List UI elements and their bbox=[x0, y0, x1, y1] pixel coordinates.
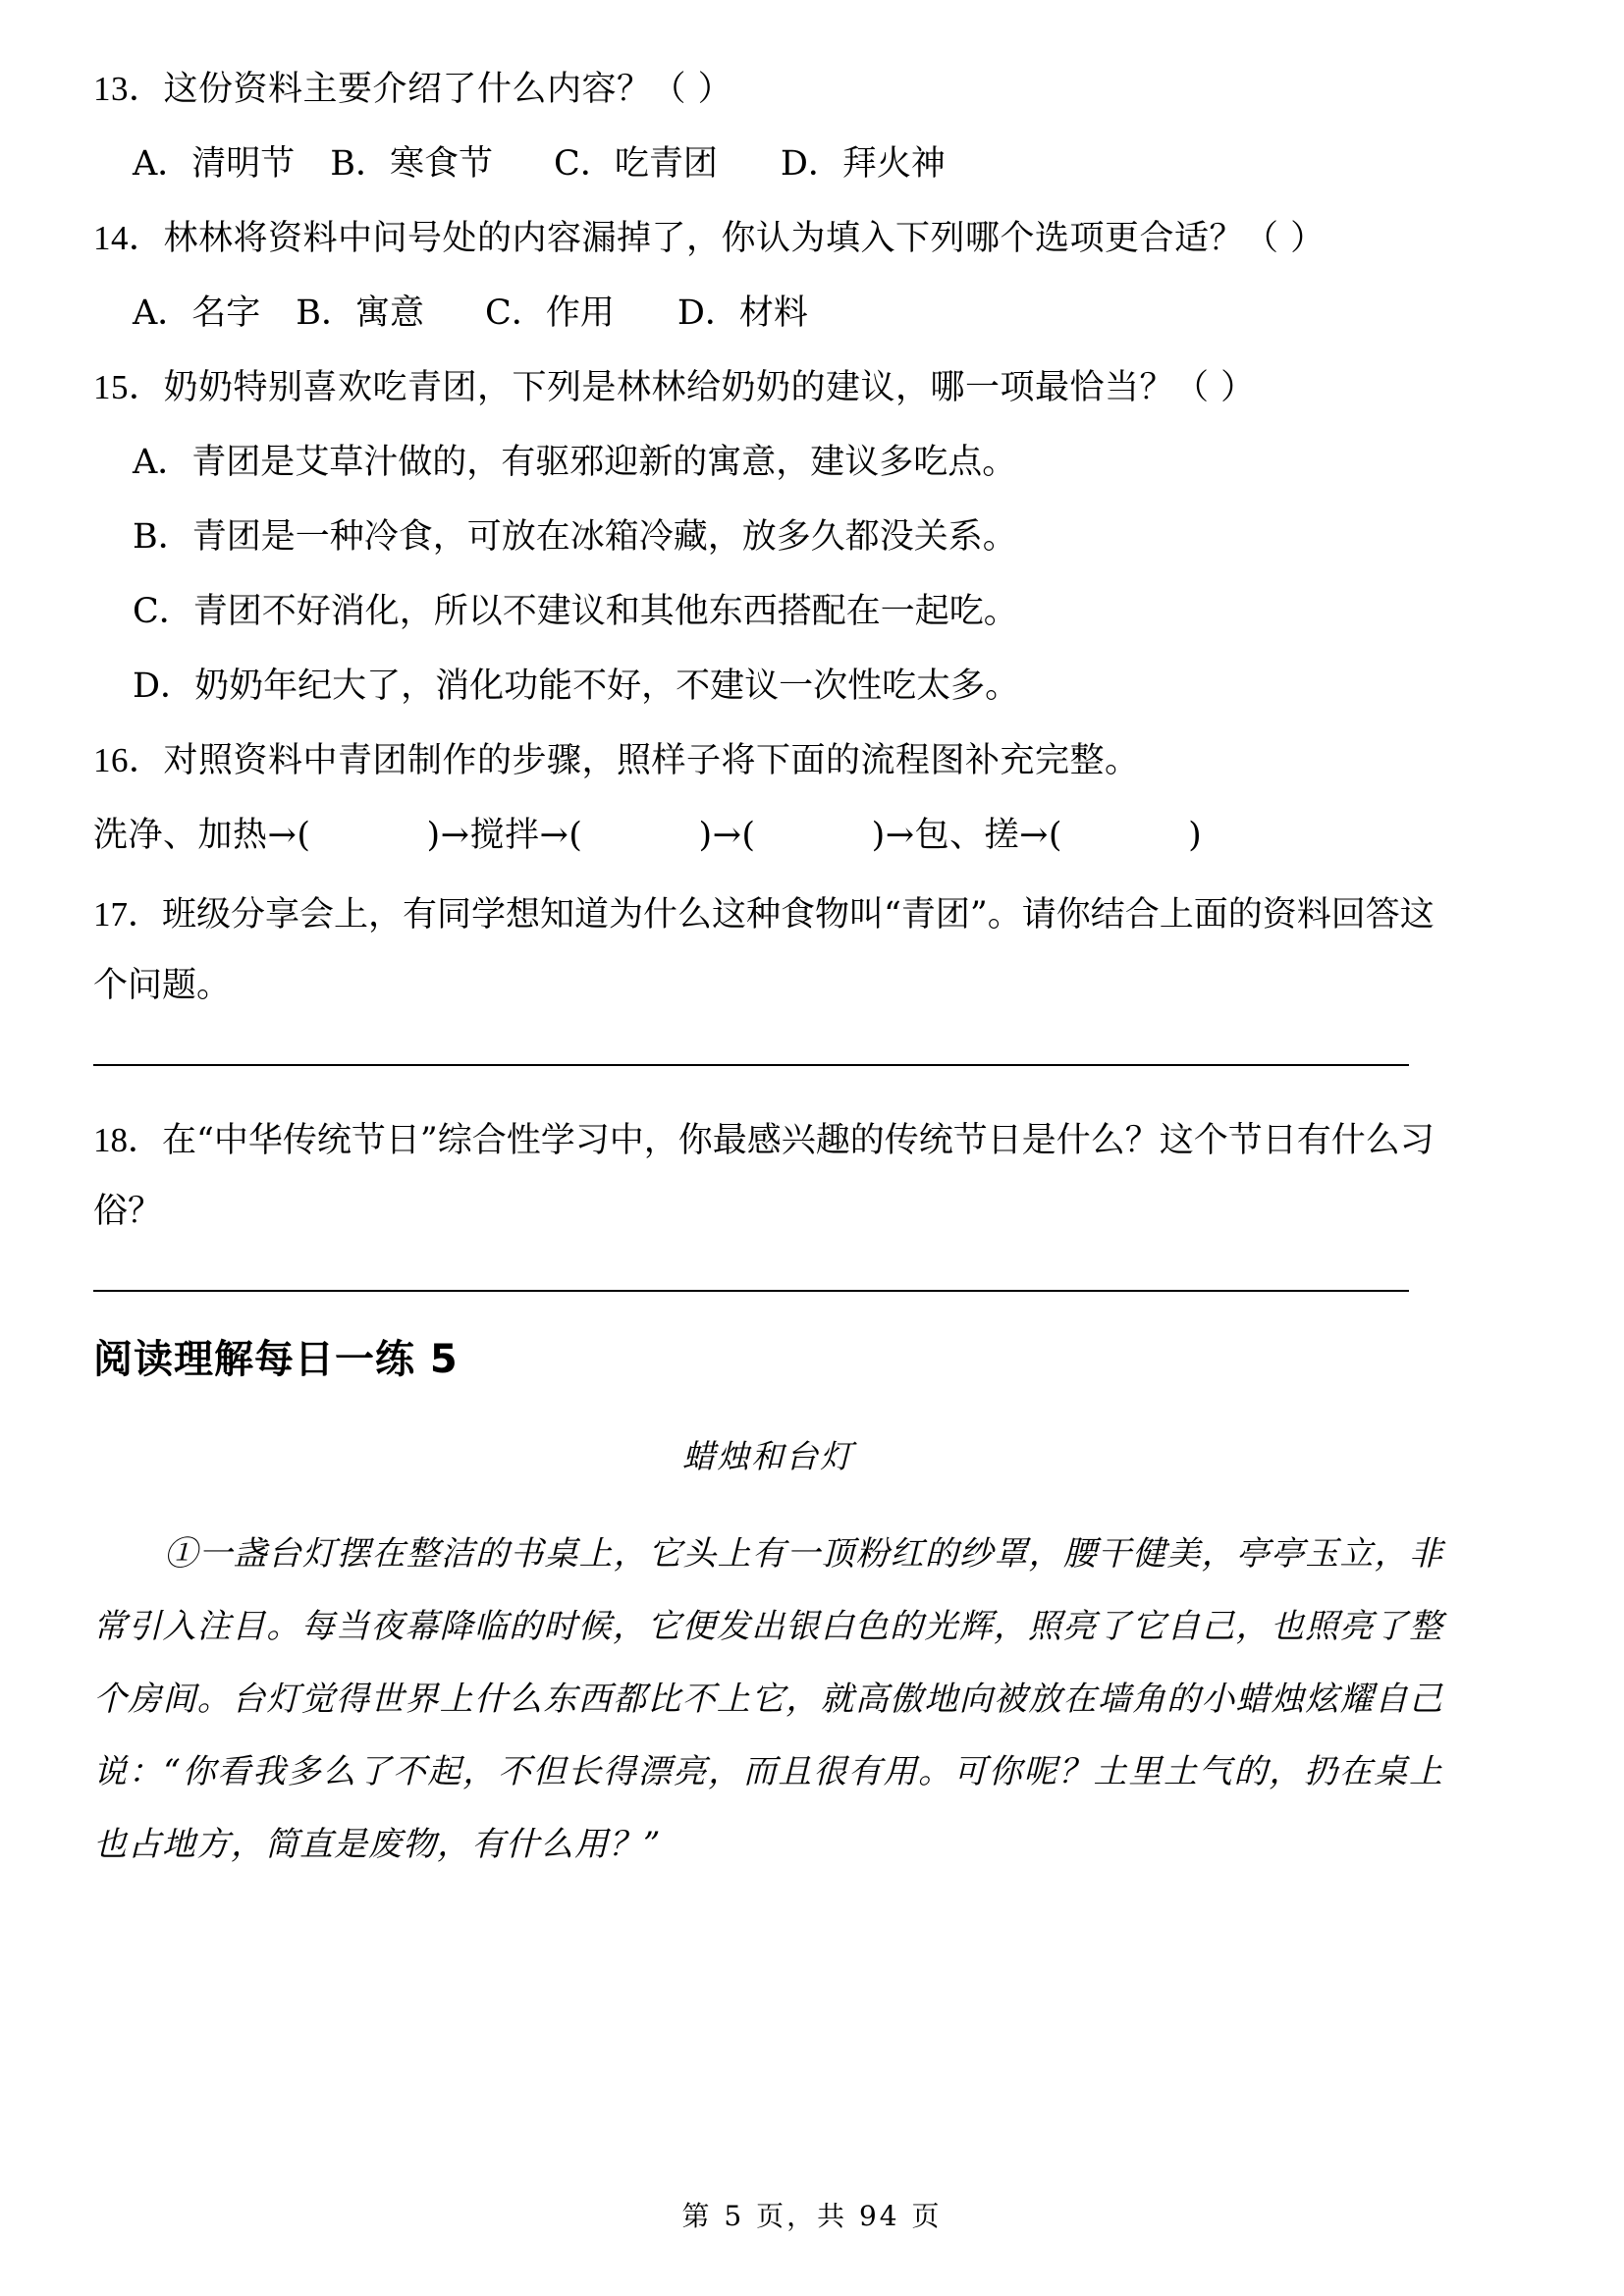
option-15-a-label: A． bbox=[133, 443, 192, 482]
question-14-options bbox=[93, 283, 1443, 344]
option-14-a-text[interactable]: 名字 bbox=[191, 294, 261, 333]
option-15-d[interactable] bbox=[93, 656, 1443, 717]
option-13-d-label: D． bbox=[780, 144, 842, 184]
question-18-text: 在“中华传统节日”综合性学习中，你最感兴趣的传统节日是什么？这个节日有什么习俗？ bbox=[93, 1121, 1435, 1231]
option-15-c-label: C． bbox=[133, 592, 193, 631]
question-14-stem bbox=[93, 208, 1443, 269]
question-17-stem bbox=[93, 880, 1443, 1021]
question-15-number: 15． bbox=[93, 368, 164, 406]
section-heading: 阅读理解每日一练 5 bbox=[93, 1337, 459, 1382]
option-14-d-text[interactable]: 材料 bbox=[738, 294, 808, 333]
flowchart-fill-in bbox=[93, 805, 1443, 866]
answer-rule-1 bbox=[93, 1064, 1409, 1066]
question-16-stem bbox=[93, 730, 1443, 791]
option-13-d-text[interactable]: 拜火神 bbox=[841, 144, 946, 184]
option-13-a-label: A． bbox=[133, 144, 192, 184]
flowchart-step-3: )→( bbox=[698, 816, 756, 855]
question-14-text: 林林将资料中问号处的内容漏掉了，你认为填入下列哪个选项更合适？（ ） bbox=[163, 219, 1326, 258]
question-14-number: 14． bbox=[93, 219, 164, 257]
option-15-c-text: 青团不好消化，所以不建议和其他东西搭配在一起吃。 bbox=[192, 592, 1018, 631]
option-13-b-label: B． bbox=[330, 144, 391, 184]
option-13-b-text[interactable]: 寒食节 bbox=[390, 144, 494, 184]
option-13-c-label: C． bbox=[554, 144, 615, 184]
flowchart-step-2: )→搅拌→( bbox=[426, 816, 583, 855]
option-14-b-label: B． bbox=[296, 294, 356, 333]
question-13-number: 13． bbox=[93, 70, 164, 108]
option-15-b[interactable] bbox=[93, 507, 1443, 567]
option-14-a-label: A． bbox=[133, 294, 192, 333]
article-title: 蜡烛和台灯 bbox=[682, 1437, 854, 1475]
option-13-c-text[interactable]: 吃青团 bbox=[614, 144, 718, 184]
flowchart-step-4: )→包、搓→( bbox=[871, 816, 1063, 855]
question-16-text: 对照资料中青团制作的步骤，照样子将下面的流程图补充完整。 bbox=[163, 741, 1140, 780]
question-13-text: 这份资料主要介绍了什么内容？（ ） bbox=[163, 70, 733, 109]
question-15-text: 奶奶特别喜欢吃青团，下列是林林给奶奶的建议，哪一项最恰当？（ ） bbox=[163, 368, 1256, 407]
question-17-number: 17． bbox=[93, 895, 163, 934]
option-15-c[interactable] bbox=[93, 581, 1443, 642]
article-paragraph-1: ①一盏台灯摆在整洁的书桌上，它头上有一顶粉红的纱罩，腰干健美，亭亭玉立，非常引入注目。每当夜幕降临的时候，它便发出银白色的光辉，照亮了它自己，也照亮了整个房间。台灯觉得世界上什么东西都比不上它，就高傲地向被放在墙角的小蜡烛炫耀自己说：“你看我多么了不起，不但长得漂亮，而且很有用。可你呢？土里土气的，扔在桌上也占地方，简直是废物，有什么用？” bbox=[93, 1534, 1443, 1864]
option-15-a[interactable] bbox=[93, 432, 1443, 493]
flowchart-step-5: ) bbox=[1188, 816, 1203, 855]
question-18-stem bbox=[93, 1105, 1443, 1247]
question-17-text: 班级分享会上，有同学想知道为什么这种食物叫“青团”。请你结合上面的资料回答这个问题。 bbox=[93, 895, 1435, 1005]
question-13-stem bbox=[93, 59, 1443, 120]
flowchart-step-1: 洗净、加热→( bbox=[93, 816, 311, 855]
question-16-number: 16． bbox=[93, 741, 164, 779]
answer-rule-2 bbox=[93, 1290, 1409, 1292]
option-15-d-label: D． bbox=[133, 667, 195, 706]
option-14-d-label: D． bbox=[677, 294, 739, 333]
page-footer: 第 5 页，共 94 页 bbox=[681, 2200, 943, 2232]
option-13-a-text[interactable]: 清明节 bbox=[191, 144, 296, 184]
question-15-stem bbox=[93, 357, 1443, 418]
page-content bbox=[93, 59, 1443, 1881]
option-14-b-text[interactable]: 寓意 bbox=[355, 294, 425, 333]
question-13-options bbox=[93, 133, 1443, 194]
option-15-b-text: 青团是一种冷食，可放在冰箱冷藏，放多久都没关系。 bbox=[191, 517, 1017, 557]
question-18-number: 18． bbox=[93, 1121, 163, 1159]
option-15-a-text: 青团是艾草汁做的，有驱邪迎新的寓意，建议多吃点。 bbox=[191, 443, 1017, 482]
option-14-c-text[interactable]: 作用 bbox=[545, 294, 615, 333]
option-14-c-label: C． bbox=[485, 294, 546, 333]
option-15-d-text: 奶奶年纪大了，消化功能不好，不建议一次性吃太多。 bbox=[194, 667, 1020, 706]
option-15-b-label: B． bbox=[133, 517, 192, 557]
